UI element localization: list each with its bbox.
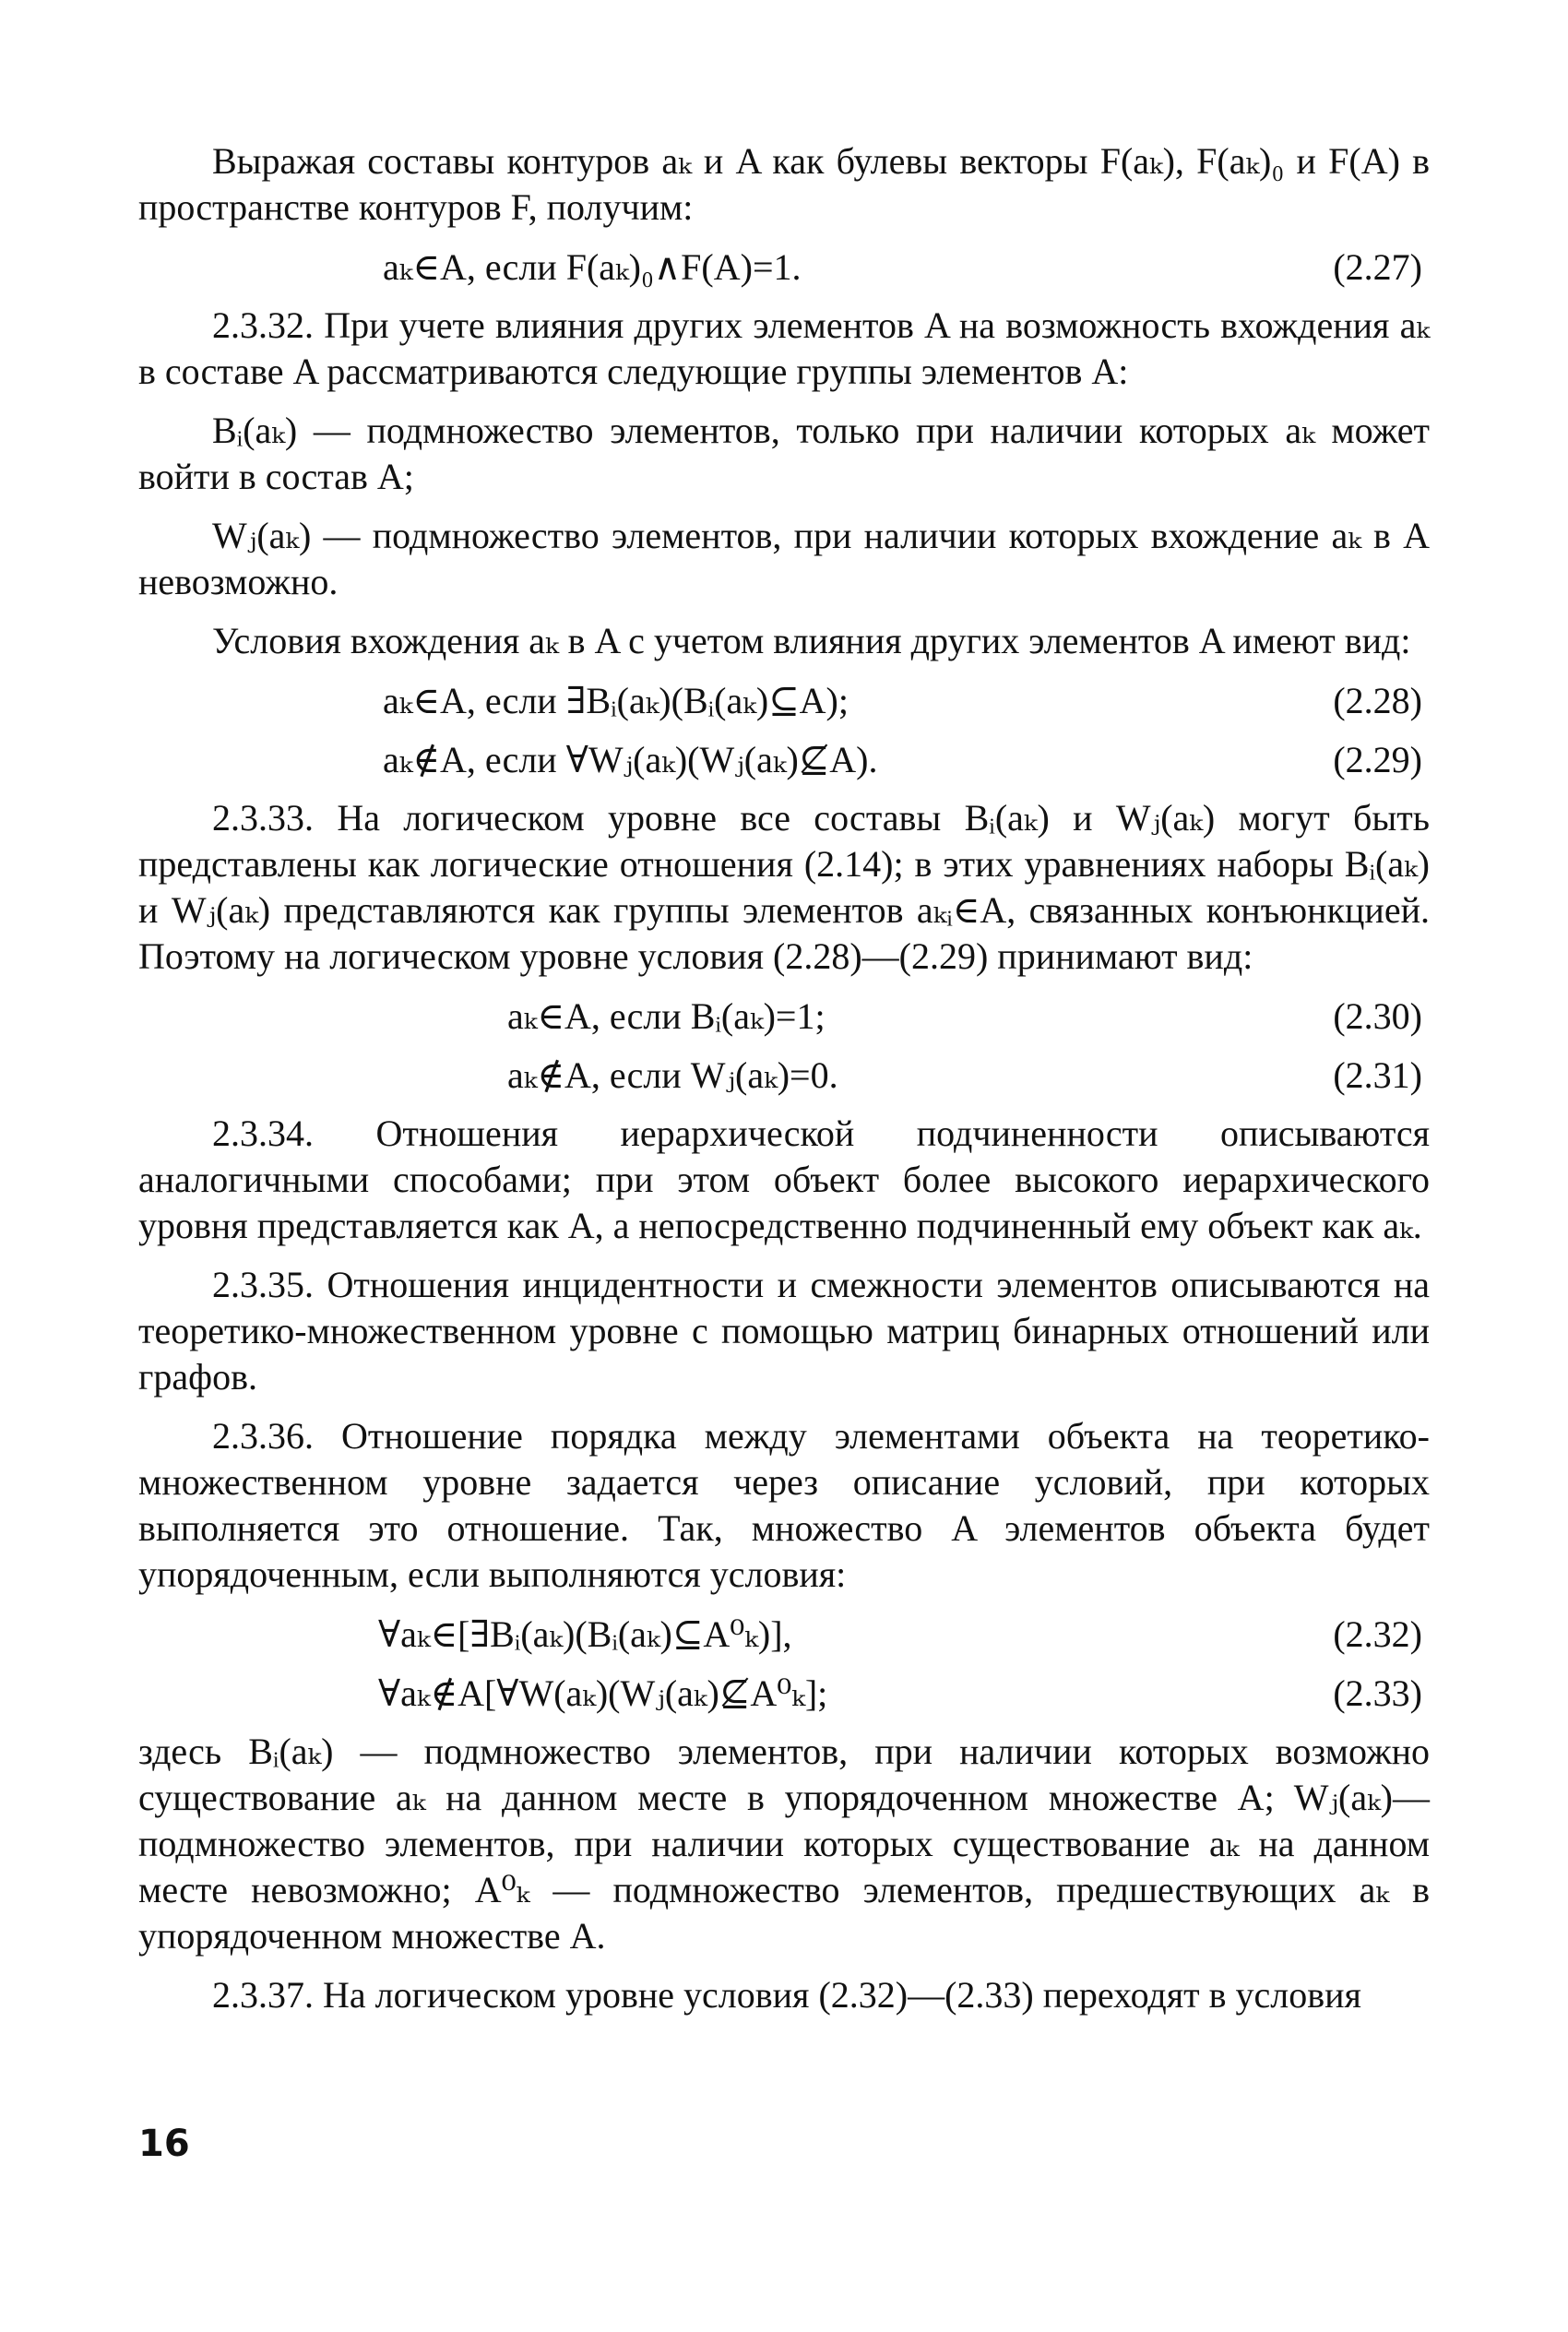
equation-row (138, 1052, 1430, 1100)
equation: aₖ∈A, если ∃Bᵢ(aₖ)(Bᵢ(aₖ)⊆A); (383, 680, 849, 721)
paragraph: 2.3.36. Отношение порядка между элементами объекта на теоретико-множественном уровне задается через описание условий, при которых выполняется это отношение. Так, множество A элементов объекта будет упорядоченным, если выполняются условия: (138, 1415, 1430, 1595)
equation-row (138, 244, 1430, 292)
equation-number: (2.30) (1333, 995, 1422, 1037)
equation-number: (2.33) (1333, 1672, 1422, 1714)
page-body (138, 138, 1430, 2031)
page-number: 16 (138, 2123, 190, 2165)
paragraph: Wⱼ(aₖ) — подмножество элементов, при наличии которых вхождение aₖ в A невозможно. (138, 515, 1430, 602)
equation-row (138, 736, 1430, 784)
equation: ∀aₖ∉A[∀W(aₖ)(Wⱼ(aₖ)⊈A⁰ₖ]; (378, 1672, 828, 1714)
paragraph: 2.3.34. Отношения иерархической подчиненности описываются аналогичными способами; при этом объект более высокого иерархического уровня представляется как A, а непосредственно подчиненный ему объект как aₖ. (138, 1112, 1430, 1246)
paragraph: 2.3.35. Отношения инцидентности и смежности элементов описываются на теоретико-множественном уровне с помощью матриц бинарных отношений или графов. (138, 1264, 1430, 1398)
paragraph: 2.3.32. При учете влияния других элементов A на возможность вхождения aₖ в составе A рассматриваются следующие группы элементов A: (138, 304, 1430, 392)
equation-number: (2.27) (1333, 246, 1422, 288)
paragraph: Условия вхождения aₖ в A с учетом влияния других элементов A имеют вид: (212, 620, 1411, 661)
equation: aₖ∈A, если Bᵢ(aₖ)=1; (507, 995, 826, 1037)
equation-row (138, 1611, 1430, 1659)
equation-number: (2.29) (1333, 739, 1422, 780)
equation-row (138, 993, 1430, 1041)
paragraph: 2.3.37. На логическом уровне условия (2.32)—(2.33) переходят в условия (212, 1974, 1361, 2016)
equation-row (138, 1670, 1430, 1718)
equation-number: (2.28) (1333, 680, 1422, 721)
paragraph: 2.3.33. На логическом уровне все составы Bᵢ(aₖ) и Wⱼ(aₖ) могут быть представлены как логические отношения (2.14); в этих уравнениях наборы Bᵢ(aₖ) и Wⱼ(aₖ) представляются как группы элементов aₖᵢ∈A, связанных конъюнкцией. Поэтому на логическом уровне условия (2.28)—(2.29) принимают вид: (138, 797, 1430, 977)
paragraph: здесь Bᵢ(aₖ) — подмножество элементов, при наличии которых возможно существование aₖ на данном месте в упорядоченном множестве A; Wⱼ(aₖ)—подмножество элементов, при наличии которых существование aₖ на данном месте невозможно; A⁰ₖ — подмножество элементов, предшествующих aₖ в упорядоченном множестве A. (138, 1731, 1430, 1957)
paragraph: Выражая составы контуров aₖ и A как булевы векторы F(aₖ), F(aₖ)₀ и F(A) в пространстве контуров F, получим: (138, 140, 1430, 228)
equation: ∀aₖ∈[∃Bᵢ(aₖ)(Bᵢ(aₖ)⊆A⁰ₖ)], (378, 1613, 792, 1655)
equation: aₖ∈A, если F(aₖ)₀∧F(A)=1. (383, 246, 802, 288)
equation-number: (2.31) (1333, 1054, 1422, 1096)
equation: aₖ∉A, если Wⱼ(aₖ)=0. (507, 1054, 838, 1096)
equation: aₖ∉A, если ∀Wⱼ(aₖ)(Wⱼ(aₖ)⊈A). (383, 739, 878, 780)
equation-row (138, 677, 1430, 725)
paragraph: Bᵢ(aₖ) — подмножество элементов, только при наличии которых aₖ может войти в состав A; (138, 410, 1430, 497)
equation-number: (2.32) (1333, 1613, 1422, 1655)
